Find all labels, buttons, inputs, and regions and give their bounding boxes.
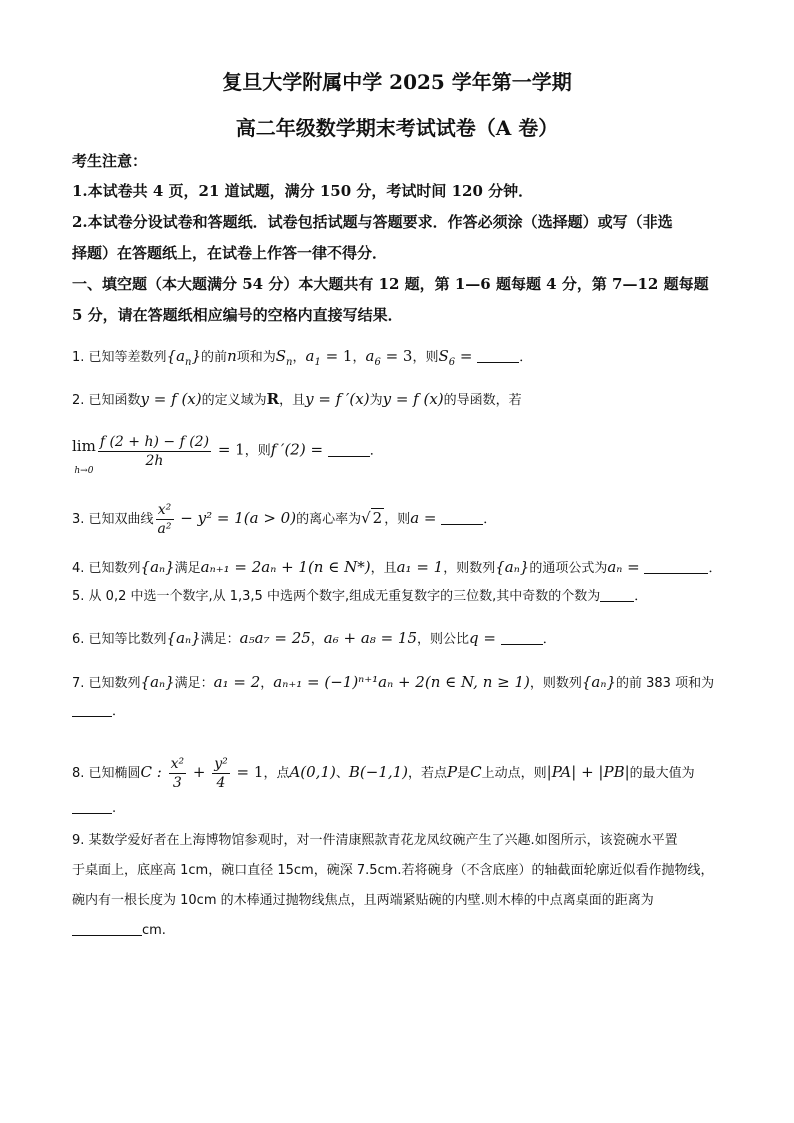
limit-operator: lim h→0 — [72, 437, 96, 476]
ellipse-y-term: $\frac{\text{y²}}{4}$ — [214, 756, 228, 791]
sequence-a-n: $\{a_n\}$ — [166, 347, 202, 368]
question-2-line-2: lim h→0 $\frac{f (2 + h) - f (2)}{2h}$ = 1，则f ′(2) = ． — [72, 426, 732, 476]
condition-a1: $a_1 = 1$ — [305, 347, 353, 368]
question-5: 5. 从 0,2 中选一个数字,从 1,3,5 中选两个数字,组成无重复数字的三位数,其中奇数的个数为 ． — [72, 589, 648, 604]
exam-title-school: 复旦大学附属中学 2025 学年第一学期 — [222, 70, 572, 94]
answer-blank-1[interactable] — [477, 348, 519, 363]
sqrt-2: √ 2 — [361, 509, 383, 527]
question-4: 4. 已知数列{aₙ}满足aₙ₊₁ = 2aₙ + 1(n ∈ N*)，且a₁ = 1，则数列{aₙ}的通项公式为aₙ = ． — [72, 558, 722, 576]
question-9-line-2: 于桌面上，底座高 1cm，碗口直径 15cm，碗深 7.5cm.若将碗身（不含底座）的轴截面轮廓近似看作抛物线， — [72, 863, 714, 878]
ellipse-x-term: $\frac{\text{x²}}{3}$ — [170, 756, 185, 791]
notice-item-2-line-2: 择题）在答题纸上，在试卷上作答一律不得分． — [72, 244, 388, 262]
hyperbola-fraction: $\frac{\text{x²}}{\text{a²}}$ — [157, 502, 172, 537]
question-9-line-1: 9. 某数学爱好者在上海博物馆参观时，对一件清康熙款青花龙凤纹碗产生了兴趣.如图所示，该瓷碗水平置 — [72, 833, 678, 848]
question-1: 1. 已知等差数列$\{a_n\}$的前n项和为$S_n$，$a_1 = 1$，$a_6 = 3$，则$S_6$ = ． — [72, 347, 533, 368]
question-8-line-2: . — [72, 798, 732, 820]
target-s6: $S_6$ = — [438, 347, 478, 368]
question-7-line-1: 7. 已知数列{aₙ}满足：a₁ = 2，aₙ₊₁ = (−1)ⁿ⁺¹aₙ + 2(n ∈ N, n ≥ 1)，则数列{aₙ}的前 383 项和为 — [72, 673, 715, 691]
difference-quotient: $\frac{f (2 + h) - f (2)}{2h}$ — [99, 433, 210, 469]
answer-blank-8[interactable] — [72, 799, 112, 814]
notice-item-1: 1.本试卷共 4 页，21 道试题，满分 150 分，考试时间 120 分钟． — [72, 182, 534, 200]
answer-blank-4[interactable] — [644, 559, 708, 574]
answer-blank-7[interactable] — [72, 702, 112, 717]
question-9-line-4: cm. — [72, 920, 732, 942]
answer-blank-2[interactable] — [328, 442, 370, 457]
condition-a6: $a_6 = 3$ — [365, 347, 413, 368]
question-8-line-1: 8. 已知椭圆C : $\frac{\text{x²}}{3}$ + $\frac{\text{y²}}{4}$ = 1，点A(0,1)、B(−1,1)，若点P是C上动点，则|PA| + |PB|的最大值为 — [72, 756, 695, 791]
answer-blank-6[interactable] — [501, 630, 543, 645]
answer-blank-9[interactable] — [72, 921, 142, 936]
question-6: 6. 已知等比数列{aₙ}满足：a₅a₇ = 25，a₆ + a₈ = 15，则公比q = ． — [72, 629, 556, 647]
answer-blank-3[interactable] — [441, 510, 483, 525]
sum-s-n: $S_n$ — [275, 347, 293, 368]
question-9-line-3: 碗内有一根长度为 10cm 的木棒通过抛物线焦点，且两端紧贴碗的内壁.则木棒的中点离桌面的距离为 — [72, 893, 654, 908]
section-1-heading-line-1: 一、填空题（本大题满分 54 分）本大题共有 12 题，第 1—6 题每题 4 分，第 7—12 题每题 — [72, 275, 709, 293]
notice-heading: 考生注意： — [72, 152, 148, 170]
answer-blank-5[interactable] — [600, 587, 634, 602]
question-2-line-1: 2. 已知函数y = f (x)的定义域为R，且y = f ′(x)为y = f (x)的导函数，若 — [72, 390, 522, 408]
question-7-line-2: ． — [72, 701, 732, 723]
notice-item-2-line-1: 2.本试卷分设试卷和答题纸．试卷包括试题与答题要求．作答必须涂（选择题）或写（非选 — [72, 213, 673, 231]
section-1-heading-line-2: 5 分，请在答题纸相应编号的空格内直接写结果． — [72, 306, 403, 324]
exam-title-paper: 高二年级数学期末考试试卷（A 卷） — [235, 116, 559, 140]
question-3: 3. 已知双曲线 $\frac{\text{x²}}{\text{a²}}$ − y² = 1(a > 0)的离心率为√ 2 ，则a = ． — [72, 502, 497, 537]
